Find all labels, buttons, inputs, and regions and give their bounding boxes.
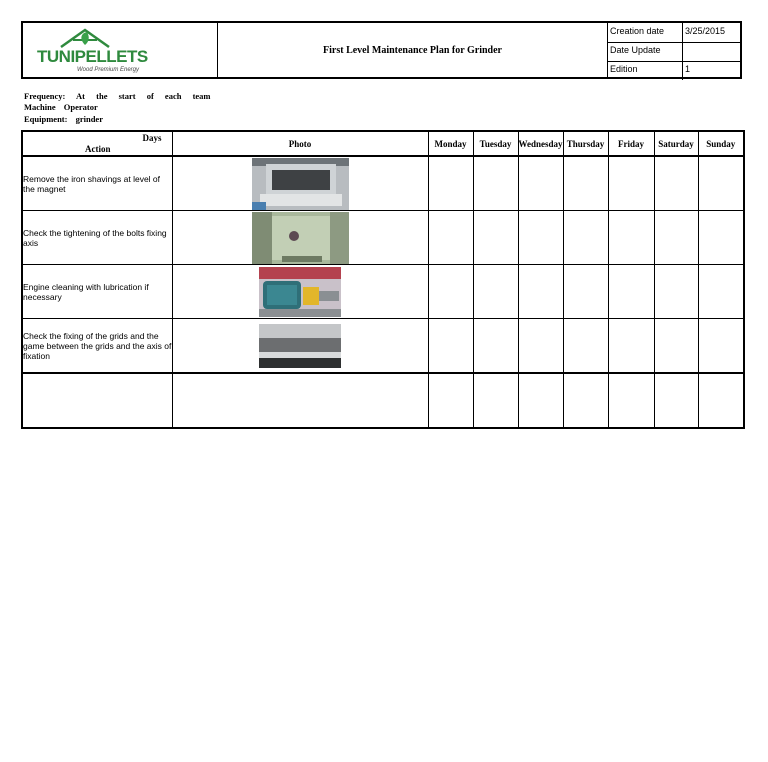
action-cell: Check the fixing of the grids and the game between the grids and the axis of fixation xyxy=(22,319,172,374)
check-cell-sunday[interactable] xyxy=(698,319,744,374)
day-header-monday: Monday xyxy=(428,131,473,156)
logo-tagline: Wood Premium Energy xyxy=(77,67,140,73)
photo-cell xyxy=(172,211,428,265)
meta-value: 3/25/2015 xyxy=(685,26,726,36)
check-cell-friday[interactable] xyxy=(608,319,654,374)
day-header-wednesday: Wednesday xyxy=(518,131,563,156)
day-header-friday: Friday xyxy=(608,131,654,156)
check-cell-monday[interactable] xyxy=(428,373,473,428)
table-row xyxy=(22,319,744,374)
photo-cell xyxy=(172,373,428,428)
document-title: First Level Maintenance Plan for Grinder xyxy=(218,23,608,77)
check-cell-thursday[interactable] xyxy=(563,211,608,265)
logo-brand-text: TUNIPELLETS xyxy=(37,47,148,66)
check-cell-saturday[interactable] xyxy=(654,156,698,211)
check-cell-sunday[interactable] xyxy=(698,373,744,428)
check-cell-saturday[interactable] xyxy=(654,373,698,428)
table-header-row xyxy=(22,131,744,156)
check-cell-thursday[interactable] xyxy=(563,373,608,428)
document-header xyxy=(21,21,742,79)
grids-photo xyxy=(259,324,341,368)
check-cell-saturday[interactable] xyxy=(654,265,698,319)
check-cell-tuesday[interactable] xyxy=(473,156,518,211)
check-cell-thursday[interactable] xyxy=(563,156,608,211)
action-cell: Check the tightening of the bolts fixing axis xyxy=(22,211,172,265)
check-cell-monday[interactable] xyxy=(428,211,473,265)
check-cell-tuesday[interactable] xyxy=(473,319,518,374)
action-cell: Remove the iron shavings at level of the magnet xyxy=(22,156,172,211)
table-row xyxy=(22,211,744,265)
table-row xyxy=(22,373,744,428)
motor-photo xyxy=(259,267,341,317)
meta-divider xyxy=(682,23,683,42)
check-cell-saturday[interactable] xyxy=(654,211,698,265)
meta-label: Edition xyxy=(610,64,638,74)
days-action-header xyxy=(22,131,172,156)
check-cell-friday[interactable] xyxy=(608,373,654,428)
equipment-line: Equipment: grinder xyxy=(24,114,103,124)
meta-label: Creation date xyxy=(610,26,665,36)
frequency-line: Frequency: At the start of each team xyxy=(24,91,211,101)
magnet-chute-photo xyxy=(252,158,349,210)
check-cell-thursday[interactable] xyxy=(563,319,608,374)
check-cell-sunday[interactable] xyxy=(698,211,744,265)
check-cell-thursday[interactable] xyxy=(563,265,608,319)
photo-cell xyxy=(172,319,428,374)
day-header-tuesday: Tuesday xyxy=(473,131,518,156)
check-cell-wednesday[interactable] xyxy=(518,319,563,374)
check-cell-tuesday[interactable] xyxy=(473,211,518,265)
action-header-label: Action xyxy=(85,144,111,154)
meta-row-edition xyxy=(608,61,742,80)
check-cell-wednesday[interactable] xyxy=(518,373,563,428)
action-cell: Engine cleaning with lubrication if necessary xyxy=(22,265,172,319)
check-cell-tuesday[interactable] xyxy=(473,265,518,319)
meta-row-creation-date xyxy=(608,23,742,43)
check-cell-friday[interactable] xyxy=(608,156,654,211)
check-cell-monday[interactable] xyxy=(428,265,473,319)
meta-divider xyxy=(682,42,683,61)
meta-row-date-update xyxy=(608,42,742,62)
grinder-interior-photo xyxy=(252,212,349,264)
photo-header: Photo xyxy=(172,131,428,156)
day-header-sunday: Sunday xyxy=(698,131,744,156)
table-row xyxy=(22,156,744,211)
meta-label: Date Update xyxy=(610,45,661,55)
check-cell-wednesday[interactable] xyxy=(518,156,563,211)
house-leaf-icon xyxy=(55,27,115,49)
check-cell-tuesday[interactable] xyxy=(473,373,518,428)
table-row xyxy=(22,265,744,319)
meta-divider xyxy=(682,61,683,80)
photo-cell xyxy=(172,156,428,211)
check-cell-wednesday[interactable] xyxy=(518,265,563,319)
action-cell xyxy=(22,373,172,428)
check-cell-sunday[interactable] xyxy=(698,265,744,319)
check-cell-monday[interactable] xyxy=(428,319,473,374)
check-cell-monday[interactable] xyxy=(428,156,473,211)
check-cell-saturday[interactable] xyxy=(654,319,698,374)
operator-line: Machine Operator xyxy=(24,102,98,112)
check-cell-sunday[interactable] xyxy=(698,156,744,211)
photo-cell xyxy=(172,265,428,319)
days-header-label: Days xyxy=(142,133,162,143)
maintenance-table xyxy=(21,130,745,429)
check-cell-wednesday[interactable] xyxy=(518,211,563,265)
day-header-thursday: Thursday xyxy=(563,131,608,156)
meta-value: 1 xyxy=(685,64,691,74)
logo-cell xyxy=(23,23,218,77)
company-logo xyxy=(37,27,147,75)
check-cell-friday[interactable] xyxy=(608,265,654,319)
check-cell-friday[interactable] xyxy=(608,211,654,265)
document-meta xyxy=(608,23,742,77)
day-header-saturday: Saturday xyxy=(654,131,698,156)
